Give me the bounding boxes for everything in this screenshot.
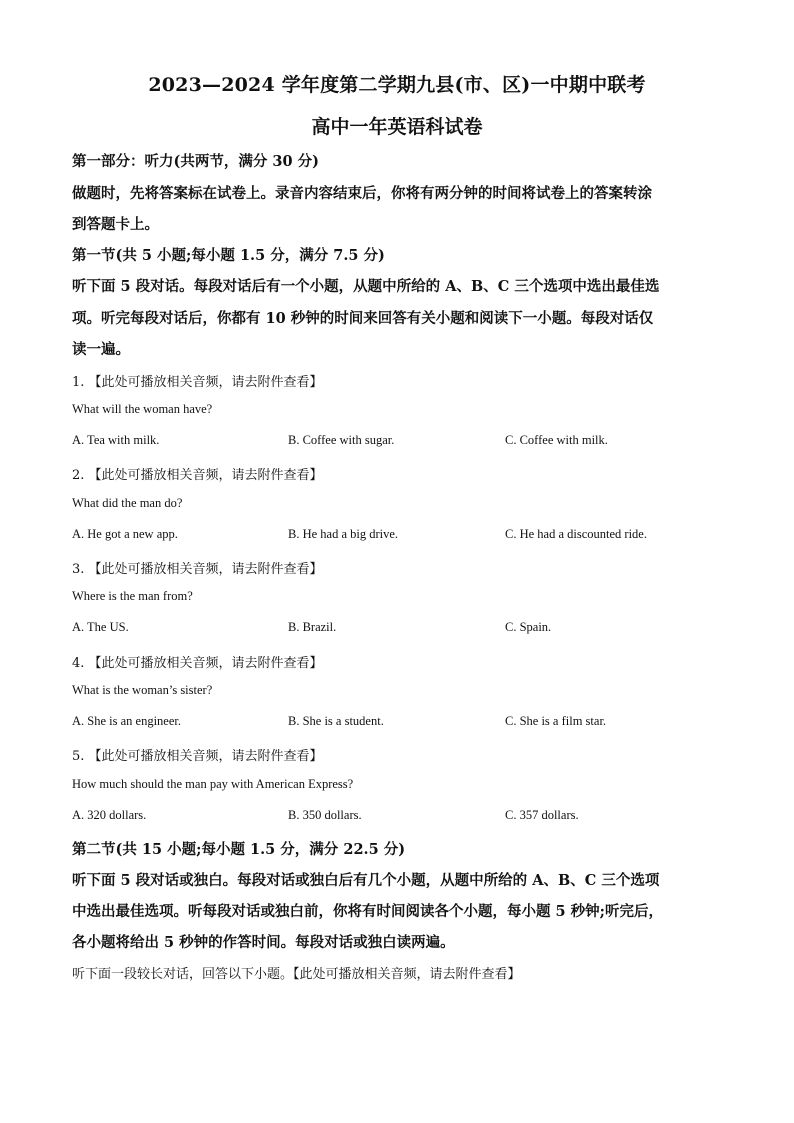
audio-link-3[interactable]: 3. 【此处可播放相关音频，请去附件查看】 <box>72 562 323 577</box>
exam-subtitle: 高中一年英语科试卷 <box>311 116 483 138</box>
section1-instr-line2: 项。听完每段对话后，你都有 10 秒钟的时间来回答有关小题和阅读下一小题。每段对话仅 <box>72 310 654 327</box>
option-2c: C. He had a discounted ride. <box>505 527 647 541</box>
question-4: What is the woman’s sister? <box>72 683 213 697</box>
section1-heading: 第一节(共 5 小题;每小题 1.5 分，满分 7.5 分) <box>72 247 385 264</box>
audio-link-2[interactable]: 2. 【此处可播放相关音频，请去附件查看】 <box>72 468 323 483</box>
option-3b: B. Brazil. <box>288 620 337 634</box>
part1-instructions-line2: 到答题卡上。 <box>72 216 159 233</box>
exam-title: 2023—2024 学年度第二学期九县(市、区)一中期中联考 <box>148 74 646 96</box>
option-5b: B. 350 dollars. <box>288 808 362 822</box>
audio-link-1[interactable]: 1. 【此处可播放相关音频，请去附件查看】 <box>72 375 323 390</box>
section1-instr-line3: 读一遍。 <box>72 341 130 358</box>
section2-instr-line1: 听下面 5 段对话或独白。每段对话或独白后有几个小题，从题中所给的 A、B、C 三个选项 <box>72 872 660 889</box>
section2-audio-note[interactable]: 听下面一段较长对话，回答以下小题。【此处可播放相关音频，请去附件查看】 <box>72 967 521 982</box>
option-1b: B. Coffee with sugar. <box>288 433 395 447</box>
question-2: What did the man do? <box>72 496 183 510</box>
option-3a: A. The US. <box>72 620 129 634</box>
option-4a: A. She is an engineer. <box>72 714 182 728</box>
section2-heading: 第二节(共 15 小题;每小题 1.5 分，满分 22.5 分) <box>72 841 406 858</box>
part1-instructions-line1: 做题时，先将答案标在试卷上。录音内容结束后，你将有两分钟的时间将试卷上的答案转涂 <box>72 185 652 202</box>
option-5c: C. 357 dollars. <box>505 808 579 822</box>
audio-link-4[interactable]: 4. 【此处可播放相关音频，请去附件查看】 <box>72 656 323 671</box>
question-1: What will the woman have? <box>72 402 213 416</box>
option-1a: A. Tea with milk. <box>72 433 160 447</box>
option-4c: C. She is a film star. <box>505 714 607 728</box>
question-5: How much should the man pay with American Express? <box>72 777 354 791</box>
question-3: Where is the man from? <box>72 589 193 603</box>
option-2b: B. He had a big drive. <box>288 527 399 541</box>
option-1c: C. Coffee with milk. <box>505 433 608 447</box>
section2-instr-line3: 各小题将给出 5 秒钟的作答时间。每段对话或独白读两遍。 <box>72 934 455 951</box>
option-3c: C. Spain. <box>505 620 552 634</box>
section2-instr-line2: 中选出最佳选项。听每段对话或独白前，你将有时间阅读各个小题，每小题 5 秒钟;听完后， <box>72 903 664 920</box>
option-2a: A. He got a new app. <box>72 527 178 541</box>
part1-heading: 第一部分：听力(共两节，满分 30 分) <box>72 153 319 170</box>
section1-instr-line1: 听下面 5 段对话。每段对话后有一个小题，从题中所给的 A、B、C 三个选项中选出最佳选 <box>72 278 660 295</box>
option-4b: B. She is a student. <box>288 714 384 728</box>
option-5a: A. 320 dollars. <box>72 808 147 822</box>
audio-link-5[interactable]: 5. 【此处可播放相关音频，请去附件查看】 <box>72 749 323 764</box>
